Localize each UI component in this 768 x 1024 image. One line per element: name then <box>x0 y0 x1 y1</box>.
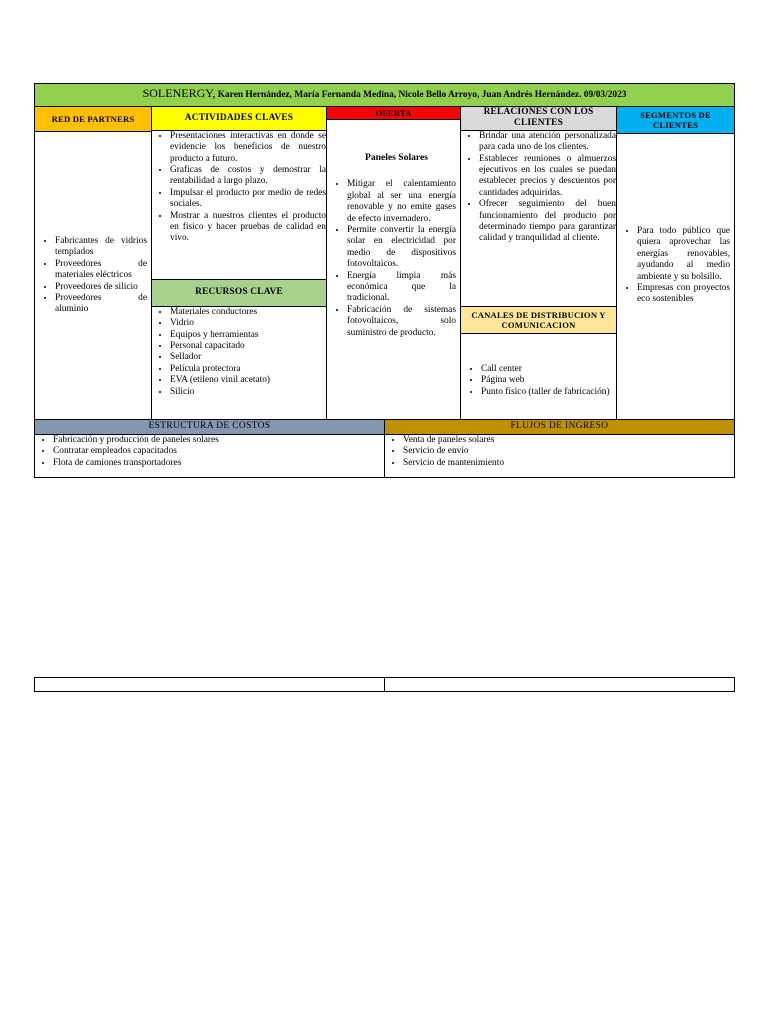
list-item: • Mitigar el calentamiento global al ser una energía renovable y no emite gases de efecto invernadero. <box>347 179 456 225</box>
offer-title: Paneles Solares <box>365 152 428 163</box>
channels-header: CANALES DE DISTRIBUCION Y COMUNICACION <box>461 307 616 334</box>
list-item: • Permite convertir la energía solar en electricidad por medio de dispositivos fotovoltaicos. <box>347 225 456 271</box>
channels-list <box>463 364 612 398</box>
partners-block <box>35 107 152 420</box>
list-item: • Sellador <box>170 352 326 363</box>
list-item: • Personal capacitado <box>170 341 326 352</box>
canvas-table <box>34 83 735 420</box>
resources-header: RECURSOS CLAVE <box>152 279 327 306</box>
list-item: • Flota de camiones transportadores <box>53 458 384 469</box>
list-item: • Fabricación de sistemas fotovoltaicos, solo suministro de producto. <box>347 305 456 339</box>
list-item: • Fabricación y producción de paneles solares <box>53 435 384 446</box>
list-item: • Vidrio <box>170 318 326 329</box>
activities-body <box>152 130 327 279</box>
list-item: • Contratar empleados capacitados <box>53 446 384 457</box>
brand-name: SOLENERGY, <box>142 86 216 101</box>
list-item: • Graficas de costos y demostrar la rentabilidad a largo plazo. <box>170 165 326 188</box>
empty-cell-right <box>385 678 735 692</box>
relations-body <box>461 130 617 306</box>
segments-list <box>619 226 730 306</box>
list-item: • Proveedores de silicio <box>55 282 147 293</box>
list-item: • Venta de paneles solares <box>403 435 734 446</box>
list-item: • Mostrar a nuestros clientes el producto en físico y hacer pruebas de calidad en vivo. <box>170 211 326 245</box>
offer-header: OFERTA <box>327 107 460 120</box>
list-item: • Brindar una atención personalizada para cada uno de los clientes. <box>479 131 616 154</box>
list-item: • Punto físico (taller de fabricación) <box>481 387 612 398</box>
list-item: • Para todo público que quiera aprovechar las energías renovables, ayudando al medio ambiente y su bolsillo. <box>637 226 730 283</box>
list-item: • Proveedores de aluminio <box>55 293 147 316</box>
offer-list <box>329 179 456 339</box>
revenue-header: FLUJOS DE INGRESO <box>385 419 735 434</box>
list-item: • Servicio de mantenimiento <box>403 458 734 469</box>
list-item: • Presentaciones interactivas en donde se evidencie los beneficios de nuestro producto a futuro. <box>170 131 326 165</box>
list-item: • Película protectora <box>170 364 326 375</box>
list-item: • Proveedores de materiales eléctricos <box>55 259 147 282</box>
resources-list <box>152 307 326 398</box>
list-item: • Establecer reuniones o almuerzos ejecutivos en los cuales se puedan establecer precios y descuentos por cantidades adquiridas. <box>479 154 616 200</box>
authors-date: Karen Hernández, María Fernanda Medina, Nicole Bello Arroyo, Juan Andrés Hernández. 09/03/2023 <box>215 90 627 101</box>
partners-list <box>37 236 147 316</box>
resources-body <box>152 306 327 419</box>
partners-header: RED DE PARTNERS <box>35 107 151 132</box>
list-item: • Energía limpia más económica que la tradicional. <box>347 271 456 305</box>
costs-header: ESTRUCTURA DE COSTOS <box>35 419 385 434</box>
list-item: • Equipos y herramientas <box>170 330 326 341</box>
segments-header: SEGMENTOS DE CLIENTES <box>617 107 734 134</box>
canvas-title <box>35 84 735 107</box>
list-item: • EVA (etileno vinil acetato) <box>170 375 326 386</box>
relations-header: RELACIONES CON LOS CLIENTES <box>461 107 617 131</box>
list-item: • Call center <box>481 364 612 375</box>
costs-body <box>35 434 385 477</box>
channels-block <box>461 306 617 419</box>
bottom-table <box>34 419 735 478</box>
activities-header: ACTIVIDADES CLAVES <box>152 107 327 131</box>
list-item: • Ofrecer seguimiento del buen funcionamiento del producto por determinado tiempo para garantizar calidad y tranquilidad al cliente. <box>479 199 616 245</box>
list-item: • Empresas con proyectos eco sostenibles <box>637 283 730 306</box>
list-item: • Silicio <box>170 387 326 398</box>
costs-list <box>35 435 384 469</box>
activities-list <box>152 131 326 245</box>
segments-block <box>617 107 735 420</box>
offer-block <box>327 107 461 420</box>
business-model-canvas <box>34 83 734 478</box>
revenue-list <box>385 435 734 469</box>
empty-cell-left <box>35 678 385 692</box>
list-item: • Impulsar el producto por medio de redes sociales. <box>170 188 326 211</box>
revenue-body <box>385 434 735 477</box>
list-item: • Página web <box>481 375 612 386</box>
list-item: • Servicio de envío <box>403 446 734 457</box>
list-item: • Materiales conductores <box>170 307 326 318</box>
relations-list <box>461 131 616 245</box>
list-item: • Fabricantes de vidrios templados <box>55 236 147 259</box>
empty-table-row <box>34 677 735 692</box>
